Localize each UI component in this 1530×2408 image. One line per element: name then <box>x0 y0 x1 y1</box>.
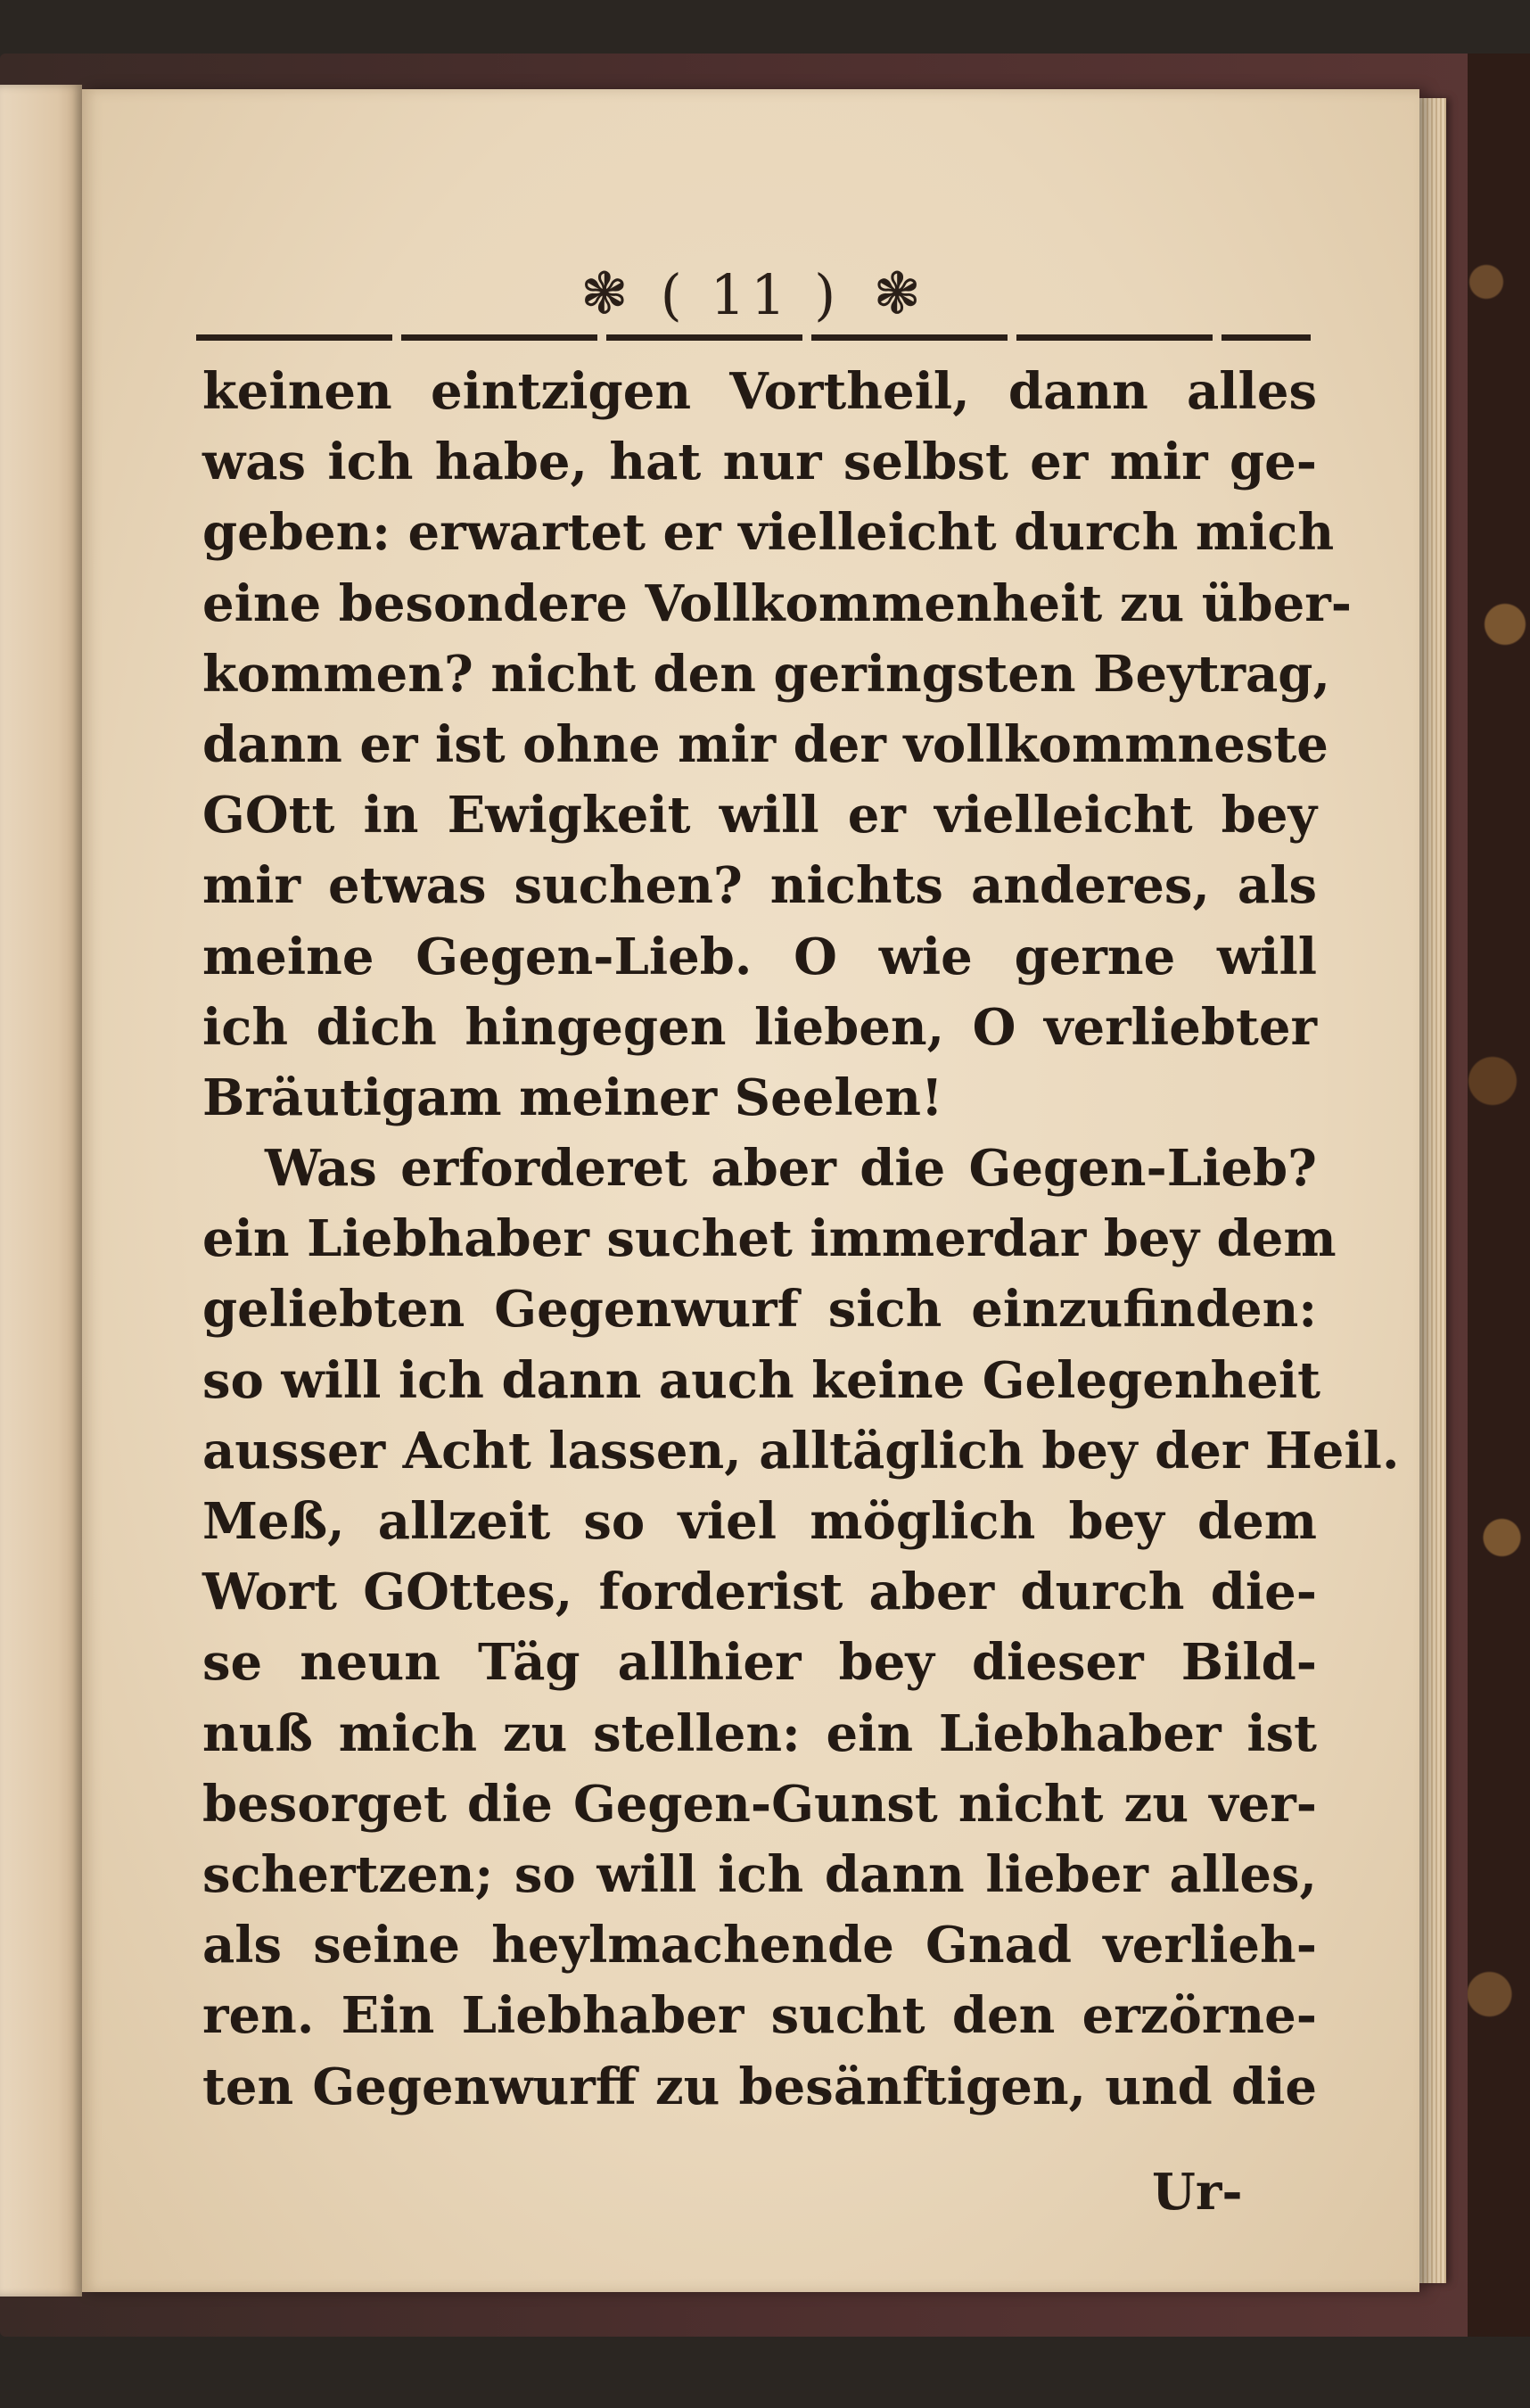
text-line: dann er ist ohne mir der vollkommneste <box>202 714 1328 774</box>
page-stack-edge <box>1419 98 1446 2283</box>
text-line: so will ich dann auch keine Gelegenheit <box>202 1350 1321 1410</box>
text-line: ein Liebhaber suchet immerdar bey dem <box>202 1209 1337 1269</box>
text-line: ten Gegenwurff zu besänftigen, und die <box>202 2057 1317 2116</box>
text-line: Was erforderet aber die Gegen-Lieb? <box>265 1139 1317 1199</box>
page-text <box>202 357 1400 2123</box>
text-line: geliebten Gegenwurf sich einzufinden: <box>202 1280 1317 1340</box>
text-line: se neun Täg allhier bey dieser Bild- <box>202 1633 1317 1693</box>
text-line: geben: erwartet er vielleicht durch mich <box>202 503 1335 563</box>
header-rule <box>196 334 1311 341</box>
text-line: nuß mich zu stellen: ein Liebhaber ist <box>202 1703 1317 1763</box>
page-header <box>82 245 1419 343</box>
text-line: meine Gegen-Lieb. O wie gerne will <box>202 927 1317 986</box>
text-line: GOtt in Ewigkeit will er vielleicht bey <box>202 786 1317 845</box>
text-line: schertzen; so will ich dann lieber alles, <box>202 1844 1317 1904</box>
text-line: was ich habe, hat nur selbst er mir ge- <box>202 433 1317 492</box>
text-line: ich dich hingegen lieben, O verliebter <box>202 997 1317 1057</box>
text-line: kommen? nicht den geringsten Beytrag, <box>202 644 1330 704</box>
text-line: als seine heylmachende Gnad verlieh- <box>202 1916 1317 1975</box>
text-line: ren. Ein Liebhaber sucht den erzörne- <box>202 1986 1317 2046</box>
page-number: ( 11 ) <box>660 261 842 327</box>
ornament-left-icon: ❃ <box>580 261 629 327</box>
text-line: besorget die Gegen-Gunst nicht zu ver- <box>202 1774 1317 1834</box>
text-line: Wort GOttes, forderist aber durch die- <box>202 1563 1317 1622</box>
text-line: eine besondere Vollkommenheit zu über- <box>202 573 1352 633</box>
left-page-edge <box>0 85 82 2297</box>
cover-marbled-edge <box>1468 54 1530 2337</box>
catchword: Ur- <box>1152 2163 1243 2222</box>
text-line: mir etwas suchen? nichts anderes, als <box>202 856 1317 916</box>
text-line: ausser Acht lassen, alltäglich bey der Heil. <box>202 1421 1400 1480</box>
text-line: Bräutigam meiner Seelen! <box>202 1068 943 1127</box>
text-line: keinen eintzigen Vortheil, dann alles <box>202 362 1317 421</box>
text-line: Meß, allzeit so viel möglich bey dem <box>202 1492 1317 1551</box>
book-page <box>82 89 1419 2292</box>
ornament-right-icon: ❃ <box>873 261 921 327</box>
